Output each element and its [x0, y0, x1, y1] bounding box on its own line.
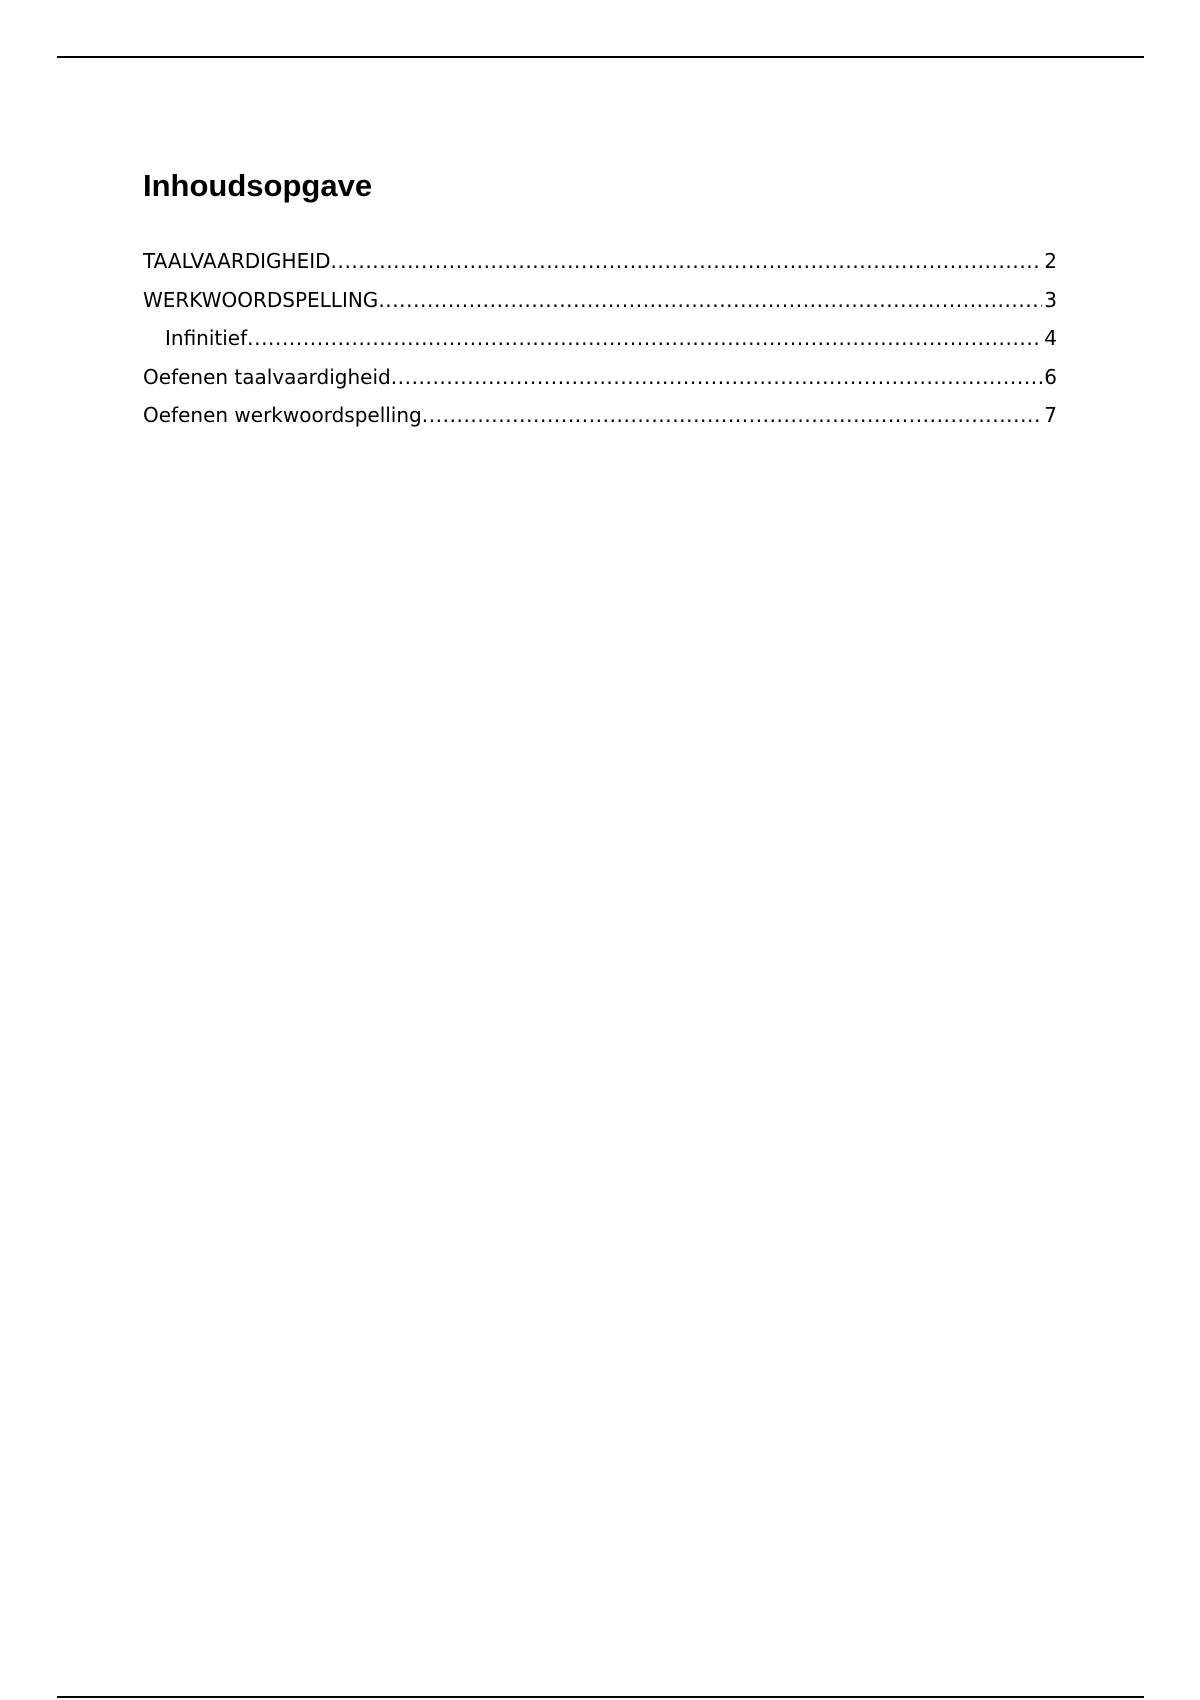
toc-entry-label: Oefenen werkwoordspelling — [143, 403, 422, 427]
toc-dot-leader — [331, 248, 1043, 274]
toc-entry-werkwoordspelling[interactable] — [143, 287, 1057, 326]
toc-dot-leader — [247, 325, 1042, 351]
toc-list — [143, 248, 1057, 441]
footer-rule — [57, 1696, 1144, 1698]
toc-entry-page: 7 — [1044, 403, 1057, 427]
header-rule — [57, 56, 1144, 58]
toc-entry-page: 6 — [1044, 364, 1057, 389]
toc-entry-page: 4 — [1044, 326, 1057, 350]
toc-entry-label: Infinitief — [165, 326, 248, 350]
toc-dot-leader — [378, 287, 1042, 313]
toc-entry-page: 3 — [1044, 287, 1057, 312]
toc-entry-oefenen-werkwoordspelling[interactable] — [143, 402, 1057, 441]
toc-entry-taalvaardigheid[interactable] — [143, 248, 1057, 287]
toc-dot-leader — [391, 364, 1043, 390]
toc-entry-infinitief[interactable] — [143, 325, 1057, 364]
toc-entry-page: 2 — [1044, 249, 1057, 273]
toc-entry-label: WERKWOORDSPELLING — [143, 287, 379, 312]
toc-dot-leader — [422, 402, 1043, 428]
toc-title: Inhoudsopgave — [143, 168, 373, 203]
table-of-contents — [143, 164, 1057, 441]
toc-entry-oefenen-taalvaardigheid[interactable] — [143, 364, 1057, 403]
toc-entry-label: Oefenen taalvaardigheid — [143, 364, 391, 389]
toc-entry-label: TAALVAARDIGHEID — [143, 249, 331, 273]
